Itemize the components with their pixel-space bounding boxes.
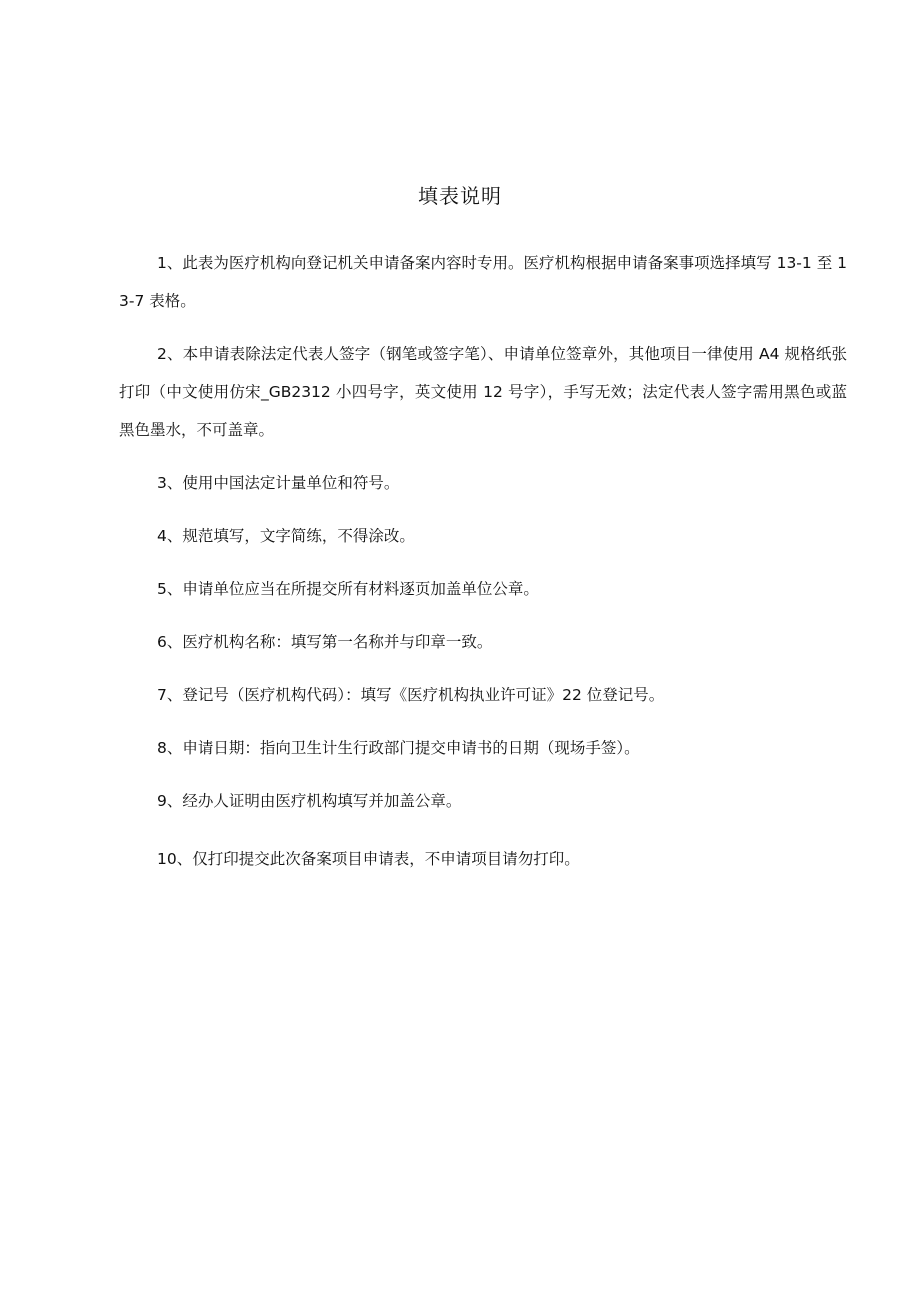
instruction-item-4: 4、规范填写，文字简练，不得涂改。 xyxy=(157,527,415,545)
instruction-item-2: 2、本申请表除法定代表人签字（钢笔或签字笔）、申请单位签章外，其他项目一律使用 A4 规格纸张打印（中文使用仿宋_GB2312 小四号字，英文使用 12 号字），手写无效；法定代表人签字需用黑色或蓝黑色墨水，不可盖章。 xyxy=(119,345,847,439)
instruction-list xyxy=(119,244,847,893)
instruction-item-6: 6、医疗机构名称：填写第一名称并与印章一致。 xyxy=(157,633,493,651)
instruction-item-10: 10、仅打印提交此次备案项目申请表，不申请项目请勿打印。 xyxy=(157,850,580,868)
instruction-item-9: 9、经办人证明由医疗机构填写并加盖公章。 xyxy=(157,792,462,810)
instruction-item-3: 3、使用中国法定计量单位和符号。 xyxy=(157,474,400,492)
instruction-item-8: 8、申请日期：指向卫生计生行政部门提交申请书的日期（现场手签）。 xyxy=(157,739,640,757)
instruction-item-1: 1、此表为医疗机构向登记机关申请备案内容时专用。医疗机构根据申请备案事项选择填写 13-1 至 13-7 表格。 xyxy=(119,254,847,310)
instruction-item-5: 5、申请单位应当在所提交所有材料逐页加盖单位公章。 xyxy=(157,580,539,598)
instruction-item-7: 7、登记号（医疗机构代码）：填写《医疗机构执业许可证》22 位登记号。 xyxy=(157,686,665,704)
page-title: 填表说明 xyxy=(418,184,502,208)
